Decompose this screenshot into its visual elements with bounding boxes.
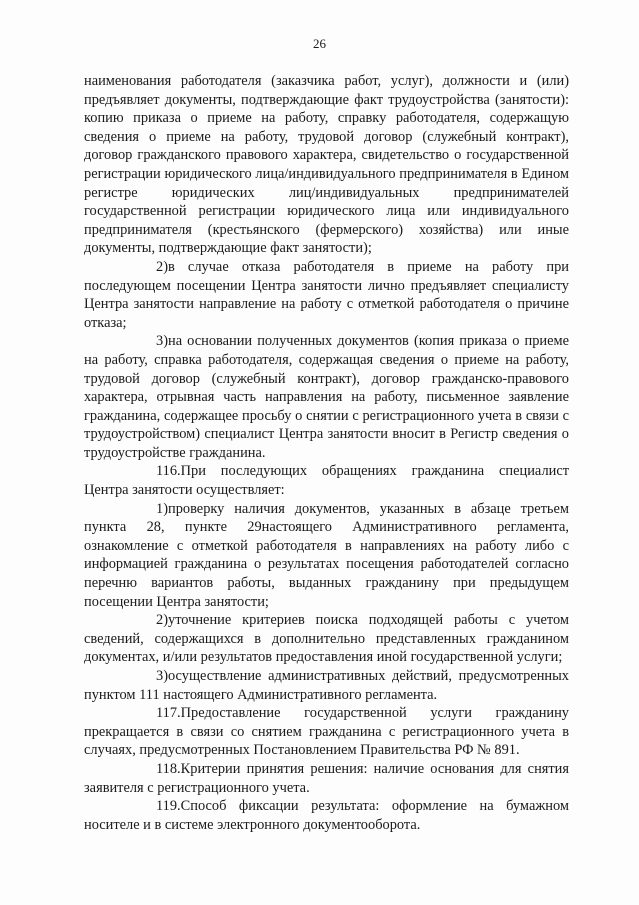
paragraph-119 — [84, 797, 569, 834]
paragraph-116-item-1 — [84, 500, 569, 612]
paragraph-text: Способ фиксации результата: оформление на бумажном носителе и в системе электронного документооборота. — [84, 798, 569, 833]
paragraph-118 — [84, 760, 569, 797]
paragraph-text: Предоставление государственной услуги гражданину прекращается в связи со снятием гражданина с регистрационного учета в случаях, предусмотренных Постановлением Правительства РФ № 891. — [84, 705, 569, 759]
paragraph-text: проверку наличия документов, указанных в абзаце третьем пункта 28, пункте 29настоящего Административного регламента, ознакомление с отметкой работодателя в направлениях на работу либо с информацией гражданина о результатах посещения работодателей согласно перечню вариантов работы, выданных гражданину при предыдущем посещении Центра занятости; — [84, 500, 569, 610]
paragraph-continuation — [84, 72, 569, 258]
paragraph-text: наименования работодателя (заказчика работ, услуг), должности и (или) предъявляет документы, подтверждающие факт трудоустройства (занятости): копию приказа о приеме на работу, справку работодателя, содержащую сведения о приеме на работу, трудовой договор (служебный контракт), договор гражданского правового характера, свидетельство о государственной регистрации юридического лица/индивидуального предпринимателя в Едином регистре юридических лиц/индивидуальных предпринимателей государственной регистрации юридического лица или индивидуального предпринимателя (крестьянского (фермерского) хозяйства) или иные документы, подтверждающие факт занятости); — [84, 73, 569, 257]
item-number: 118. — [156, 760, 181, 777]
item-number: 117. — [156, 705, 181, 722]
paragraph-116-item-2 — [84, 611, 569, 667]
paragraph-item-2 — [84, 258, 569, 332]
paragraph-text: При последующих обращениях гражданина специалист Центра занятости осуществляет: — [84, 463, 569, 499]
paragraph-116-item-3 — [84, 667, 569, 704]
document-body — [84, 72, 569, 834]
item-number: 2) — [156, 258, 168, 275]
item-number: 116. — [156, 463, 181, 480]
item-number: 1) — [156, 500, 168, 517]
paragraph-text: Критерии принятия решения: наличие основания для снятия заявителя с регистрационного учета. — [84, 760, 569, 796]
paragraph-text: уточнение критериев поиска подходящей работы с учетом сведений, содержащихся в дополнительно представленных гражданином документах, и/или результатов предоставления иной государственной услуги; — [84, 612, 569, 666]
item-number: 119. — [156, 798, 181, 815]
page-number: 26 — [313, 36, 326, 51]
item-number: 2) — [156, 612, 168, 629]
paragraph-116 — [84, 462, 569, 499]
item-number: 3) — [156, 333, 168, 350]
paragraph-text: в случае отказа работодателя в приеме на работу при последующем посещении Центра занятости лично предъявляет специалисту Центра занятости направление на работу с отметкой работодателя о причине отказа; — [84, 258, 569, 331]
paragraph-text: на основании полученных документов (копия приказа о приеме на работу, справка работодателя, содержащая сведения о приеме на работу, трудовой договор (служебный контракт), договор гражданско-правового характера, отрывная часть направления на работу, письменное заявление гражданина, содержащее просьбу о снятии с регистрационного учета в связи с трудоустройством) специалист Центра занятости вносит в Регистр сведения о трудоустройстве гражданина. — [84, 333, 569, 461]
paragraph-text: осуществление административных действий, предусмотренных пунктом 111 настоящего Административного регламента. — [84, 668, 569, 703]
paragraph-item-3 — [84, 332, 569, 462]
item-number: 3) — [156, 668, 168, 684]
paragraph-117 — [84, 704, 569, 760]
